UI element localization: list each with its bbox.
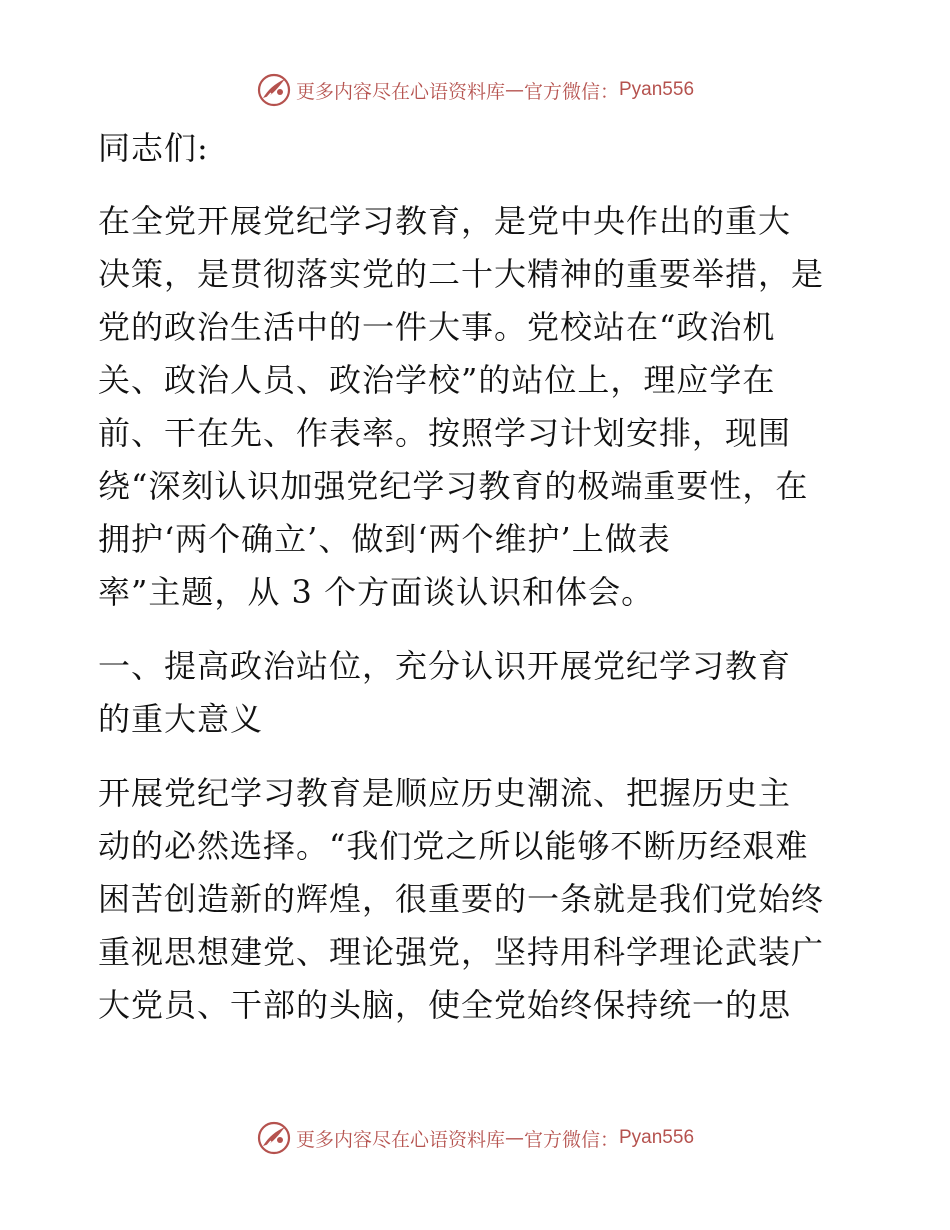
paragraph-line: 关、政治人员、政治学校”的站位上，理应学在	[98, 361, 776, 399]
footer-watermark	[0, 1118, 950, 1158]
quill-pen-logo-icon	[256, 1120, 292, 1156]
greeting: 同志们:	[98, 129, 209, 167]
paragraph-line: 拥护‘两个确立’、做到‘两个维护’上做表	[98, 520, 671, 558]
watermark-site-text: 更多内容尽在心语资料库	[295, 1128, 505, 1151]
watermark-dash: —	[504, 1127, 524, 1149]
document-body	[98, 122, 858, 1032]
heading-line: 的重大意义	[98, 700, 264, 738]
paragraph-line: 重视思想建党、理论强党，坚持用科学理论武装广	[98, 933, 825, 971]
watermark-label: 官方微信：	[523, 1128, 619, 1151]
watermark-wechat-id: Pyan556	[619, 1127, 695, 1148]
watermark-site-text: 更多内容尽在心语资料库	[295, 80, 505, 103]
intro-paragraph	[98, 195, 858, 619]
watermark-wechat-id: Pyan556	[619, 79, 695, 100]
paragraph-line: 绕“深刻认识加强党纪学习教育的极端重要性，在	[98, 467, 809, 505]
paragraph-line: 决策，是贯彻落实党的二十大精神的重要举措，是	[98, 255, 825, 293]
header-watermark	[0, 70, 950, 110]
paragraph-line: 前、干在先、作表率。按照学习计划安排，现围	[98, 414, 792, 452]
watermark-dash: —	[504, 79, 524, 101]
paragraph-line: 在全党开展党纪学习教育，是党中央作出的重大	[98, 202, 792, 240]
paragraph-line: 动的必然选择。“我们党之所以能够不断历经艰难	[98, 827, 809, 865]
paragraph-line: 开展党纪学习教育是顺应历史潮流、把握历史主	[98, 774, 792, 812]
paragraph-line: 大党员、干部的头脑，使全党始终保持统一的思	[98, 986, 792, 1024]
paragraph-line: 率”主题，从 3 个方面谈认识和体会。	[98, 573, 655, 611]
paragraph-line: 党的政治生活中的一件大事。党校站在“政治机	[98, 308, 776, 346]
body-paragraph	[98, 767, 858, 1032]
quill-pen-logo-icon	[256, 72, 292, 108]
watermark-label: 官方微信：	[523, 80, 619, 103]
paragraph-line: 困苦创造新的辉煌，很重要的一条就是我们党始终	[98, 880, 825, 918]
heading-line: 一、提高政治站位，充分认识开展党纪学习教育	[98, 647, 792, 685]
section-heading	[98, 640, 858, 746]
